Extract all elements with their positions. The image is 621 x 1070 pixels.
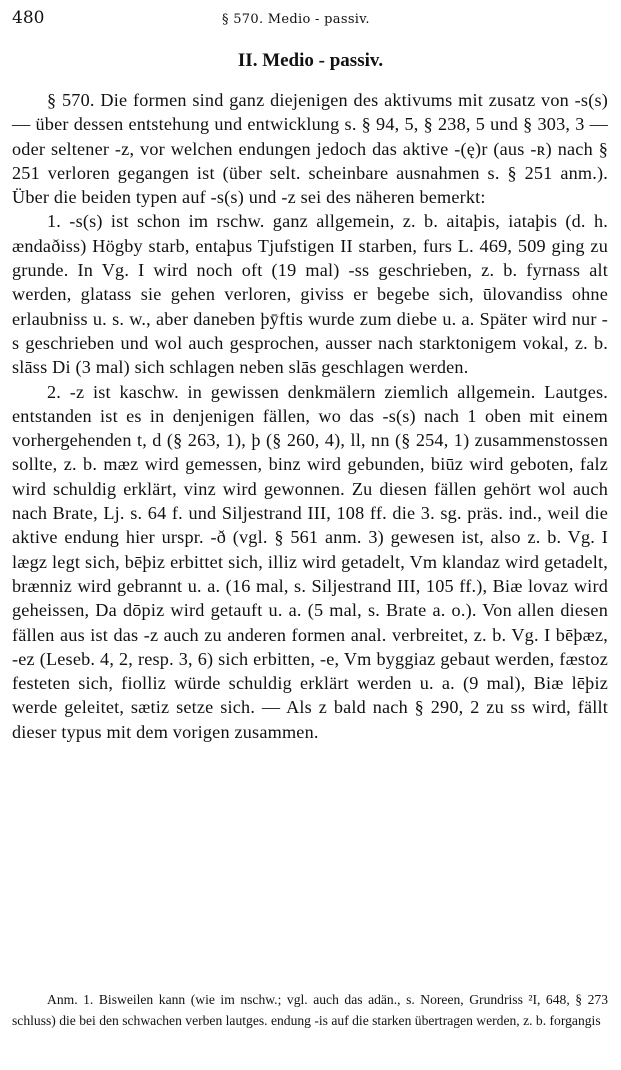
footnote-anm-1 bbox=[12, 990, 608, 1031]
page-number: 480 bbox=[12, 8, 45, 28]
paragraph-570: § 570. Die formen sind ganz diejenigen des aktivums mit zusatz von -s(s) — über dessen entstehung und entwicklung s. § 94, 5, § 238, 5 und § 303, 3 — oder seltener -z, vor welchen endungen jedoch das aktive -(ę)r (aus -ʀ) nach § 251 verloren gegangen ist (über selt. scheinbare ausnahmen s. § 251 anm.). Über die beiden typen auf -s(s) und -z sei des näheren bemerkt: bbox=[12, 90, 608, 208]
paragraph-point-1: 1. -s(s) ist schon im rschw. ganz allgemein, z. b. aitaþis, iataþis (d. h. ændaðiss) Högby starb, entaþus Tjufstigen II starben, furs L. 469, 509 ging zu grunde. In Vg. I wird noch oft (19 mal) -ss geschrieben, z. b. fyrnass alt werden, glatass sie gehen verloren, giviss er begebe sich, ūlovandiss ohne erlaubniss u. s. w., aber daneben þȳftis wurde zum diebe u. a. Später wird nur -s geschrieben und wol auch gesprochen, ausser nach starktonigem vokal, z. b. slāss Di (3 mal) sich schlagen neben slās geschlagen werden. bbox=[12, 211, 608, 378]
paragraph-point-2: 2. -z ist kaschw. in gewissen denkmälern ziemlich allgemein. Lautges. entstanden ist es in denjenigen fällen, wo das -s(s) nach 1 oben mit einem vorhergehenden t, d (§ 263, 1), þ (§ 260, 4), ll, nn (§ 254, 1) zusammenstossen sollte, z. b. mæz wird gemessen, binz wird gebunden, biūz wird geboten, falz wird schuldig erklärt, vinz wird gewonnen. Zu diesen fällen gehört wol auch nach Brate, Lj. s. 64 f. und Siljestrand III, 108 ff. die 3. sg. präs. ind., weil die aktive endung hier urspr. -ð (vgl. § 561 anm. 3) gewesen ist, also z. b. Vg. I lægz legt sich, bēþiz erbittet sich, illiz wird getadelt, Vm klandaz wird getadelt, brænniz wird gebrannt u. a. (16 mal, s. Siljestrand III, 105 ff.), Biæ lovaz wird geheissen, Da dōpiz wird getauft u. a. (5 mal, s. Brate a. o.). Von allen diesen fällen aus ist das -z auch zu anderen formen anal. verbreitet, z. b. Vg. I bēþæz, -ez (Leseb. 4, 2, resp. 3, 6) sich erbitten, -e, Vm byggiaz gebaut werden, fæstoz festeten sich, fiolliz würde schuldig erklärt werden u. a. (9 mal), Biæ lēþiz werde geleitet, sætiz setze sich. — Als z bald nach § 290, 2 zu ss wird, fällt dieser typus mit dem vorigen zusammen. bbox=[12, 381, 608, 742]
footnote-text: Anm. 1. Bisweilen kann (wie im nschw.; vgl. auch das adän., s. Noreen, Grundriss ²I, 648, § 273 schluss) die bei den schwachen verben lautges. endung -is auf die starken übertragen werden, z. b. forgangis bbox=[12, 992, 608, 1028]
running-header bbox=[0, 8, 621, 32]
main-text bbox=[12, 88, 608, 744]
running-title: § 570. Medio - passiv. bbox=[222, 12, 370, 27]
section-title: II. Medio - passiv. bbox=[237, 50, 384, 71]
